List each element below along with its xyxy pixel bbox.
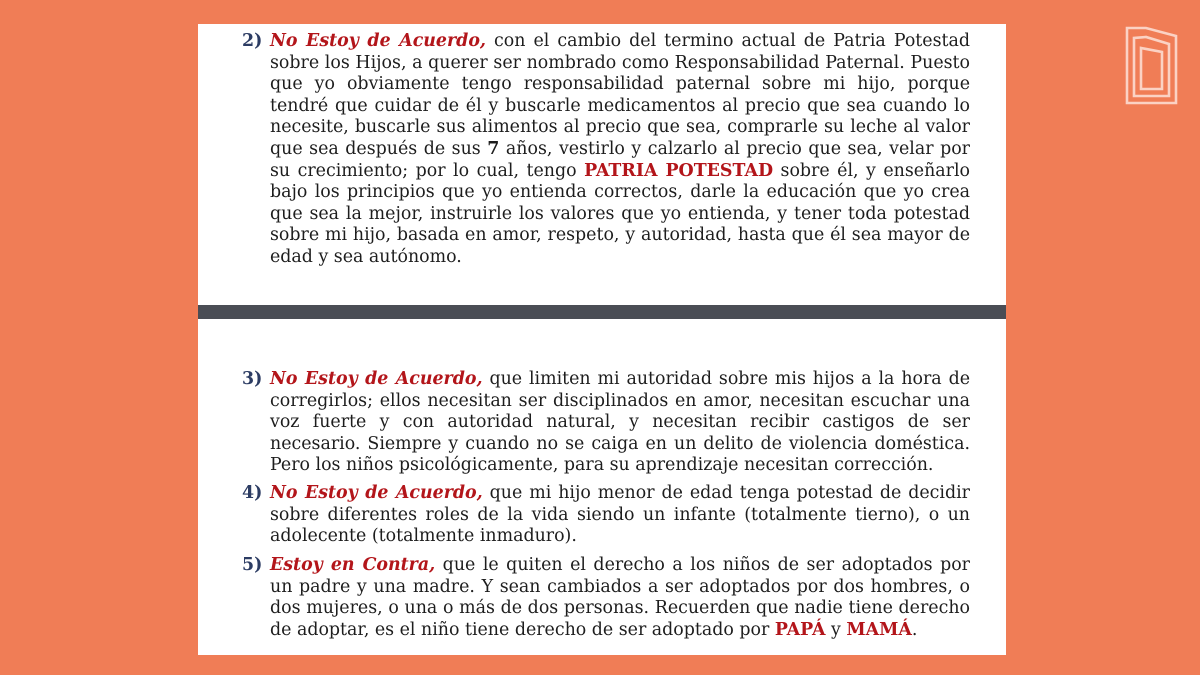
item-emphasis: PAPÁ	[774, 619, 826, 640]
item-text	[270, 555, 970, 641]
list-item	[242, 369, 970, 477]
item-text	[270, 483, 970, 548]
item-number: 5)	[242, 555, 263, 575]
document-page-bottom	[198, 319, 1006, 655]
item-body: sobre él, y enseñarlo bajo los principios que yo entienda correctos, darle la educación que yo crea que sea la mejor, instruirle los valores que yo entienda, y tener toda potestad sobre mi hijo, basada en amor, respeto, y autoridad, hasta que él sea mayor de edad y sea autónomo.	[270, 160, 970, 267]
item-body: que mi hijo menor de edad tenga potestad de decidir sobre diferentes roles de la vida siendo un infante (totalmente tierno), o un adolecente (totalmente inmaduro).	[270, 483, 970, 547]
item-number: 3)	[242, 369, 263, 389]
item-text	[270, 31, 970, 269]
item-emphasis: PATRIA POTESTAD	[584, 160, 774, 181]
document-page-top	[198, 24, 1006, 305]
item-bold-number: 7	[487, 138, 500, 159]
item-lead: No Estoy de Acuerdo,	[270, 31, 486, 51]
list-item	[242, 31, 970, 269]
item-body: y	[825, 619, 847, 640]
item-body: con el cambio del termino actual de Patria Potestad sobre los Hijos, a querer ser nombrado como Responsabilidad Paternal. Puesto que yo obviamente tengo responsabilidad paternal sobre mi hijo, porque tendré que cuidar de él y buscarle medicamentos al precio que sea cuando lo necesite, buscarle sus alimentos al precio que sea, comprarle su leche al valor que sea después de sus	[270, 31, 970, 159]
item-lead: Estoy en Contra,	[270, 555, 436, 575]
item-number: 2)	[242, 31, 263, 51]
item-lead: No Estoy de Acuerdo,	[270, 483, 483, 503]
list-item	[242, 555, 970, 641]
item-body: que limiten mi autoridad sobre mis hijos a la hora de corregirlos; ellos necesitan ser disciplinados en amor, necesitan escuchar una voz fuerte y con autoridad natural, y necesitan recibir castigos de ser necesario. Siempre y cuando no se caiga en un delito de violencia doméstica. Pero los niños psicológicamente, para su aprendizaje necesitan corrección.	[270, 369, 970, 476]
item-number: 4)	[242, 483, 263, 503]
page-divider	[198, 305, 1006, 319]
item-body: años, vestirlo y calzarlo al precio que sea, velar por su crecimiento; por lo cual, tengo	[270, 138, 970, 181]
brand-logo-icon	[1124, 24, 1180, 106]
item-emphasis: MAMÁ	[846, 619, 912, 640]
item-lead: No Estoy de Acuerdo,	[270, 369, 483, 389]
item-text	[270, 369, 970, 477]
item-body: que le quiten el derecho a los niños de ser adoptados por un padre y una madre. Y sean cambiados a ser adoptados por dos hombres, o dos mujeres, o una o más de dos personas. Recuerden que nadie tiene derecho de adoptar, es el niño tiene derecho de ser adoptado por	[270, 555, 970, 640]
list-item	[242, 483, 970, 548]
item-body: .	[911, 619, 918, 640]
